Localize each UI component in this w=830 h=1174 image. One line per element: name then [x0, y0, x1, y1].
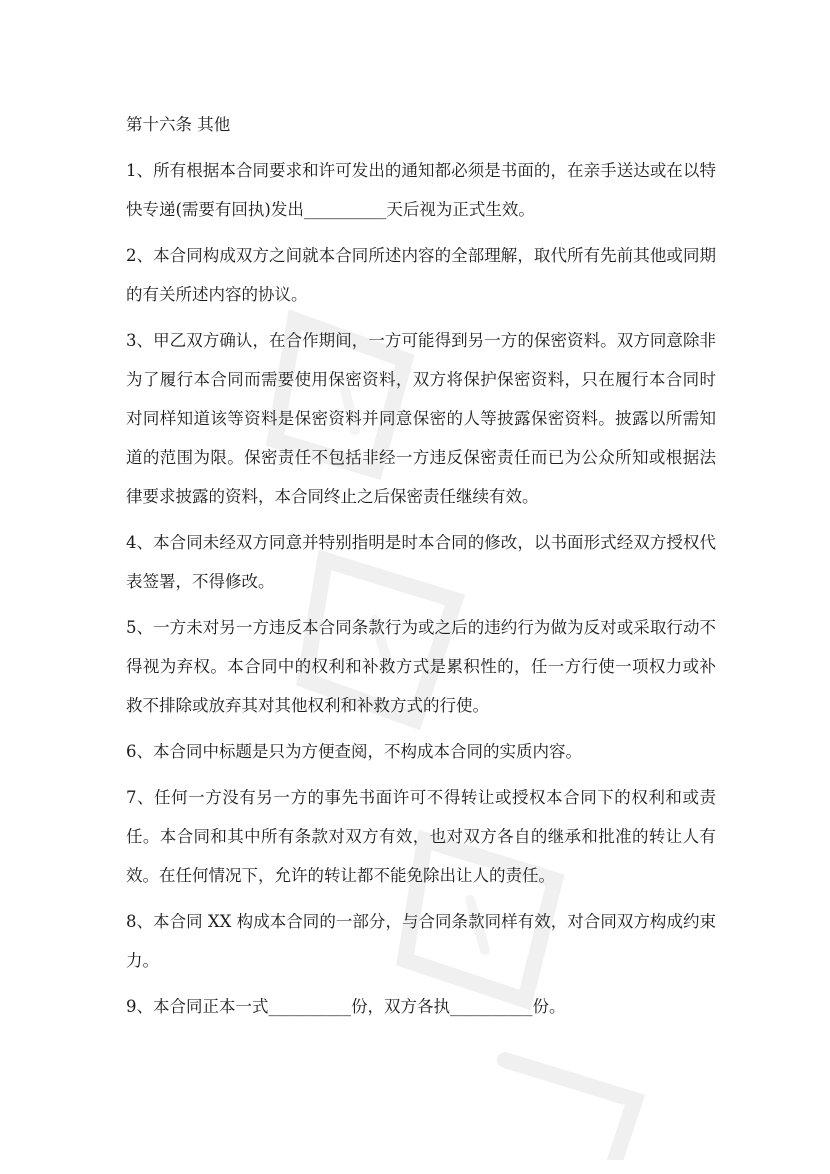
contract-page: [126, 105, 716, 1033]
clause-8: 8、本合同 XX 构成本合同的一部分，与合同条款同样有效，对合同双方构成约束力。: [126, 912, 716, 970]
clause-1: 1、所有根据本合同要求和许可发出的通知都必须是书面的，在亲手送达或在以特快专递(需要有回执)发出__________天后视为正式生效。: [126, 161, 716, 219]
clause-4: 4、本合同未经双方同意并特别指明是时本合同的修改，以书面形式经双方授权代表签署，不得修改。: [126, 533, 716, 591]
clause-3: 3、甲乙双方确认，在合作期间，一方可能得到另一方的保密资料。双方同意除非为了履行本合同而需要使用保密资料，双方将保护保密资料，只在履行本合同时对同样知道该等资料是保密资料并同意保密的人等披露保密资料。披露以所需知道的范围为限。保密责任不包括非经一方违反保密责任而已为公众所知或根据法律要求披露的资料，本合同终止之后保密责任继续有效。: [126, 331, 716, 506]
section-heading: 第十六条 其他: [126, 115, 231, 134]
clause-6: 6、本合同中标题是只为方便查阅，不构成本合同的实质内容。: [126, 742, 582, 761]
clause-2: 2、本合同构成双方之间就本合同所述内容的全部理解，取代所有先前其他或同期的有关所述内容的协议。: [126, 246, 716, 304]
clause-9: 9、本合同正本一式__________份，双方各执__________份。: [126, 997, 566, 1016]
clause-7: 7、任何一方没有另一方的事先书面许可不得转让或授权本合同下的权利和或责任。本合同和其中所有条款对双方有效，也对双方各自的继承和批准的转让人有效。在任何情况下，允许的转让都不能免除出让人的责任。: [126, 788, 716, 885]
clause-5: 5、一方未对另一方违反本合同条款行为或之后的违约行为做为反对或采取行动不得视为弃权。本合同中的权利和补救方式是累积性的，任一方行使一项权力或补救不排除或放弃其对其他权利和补救方式的行使。: [126, 618, 716, 715]
